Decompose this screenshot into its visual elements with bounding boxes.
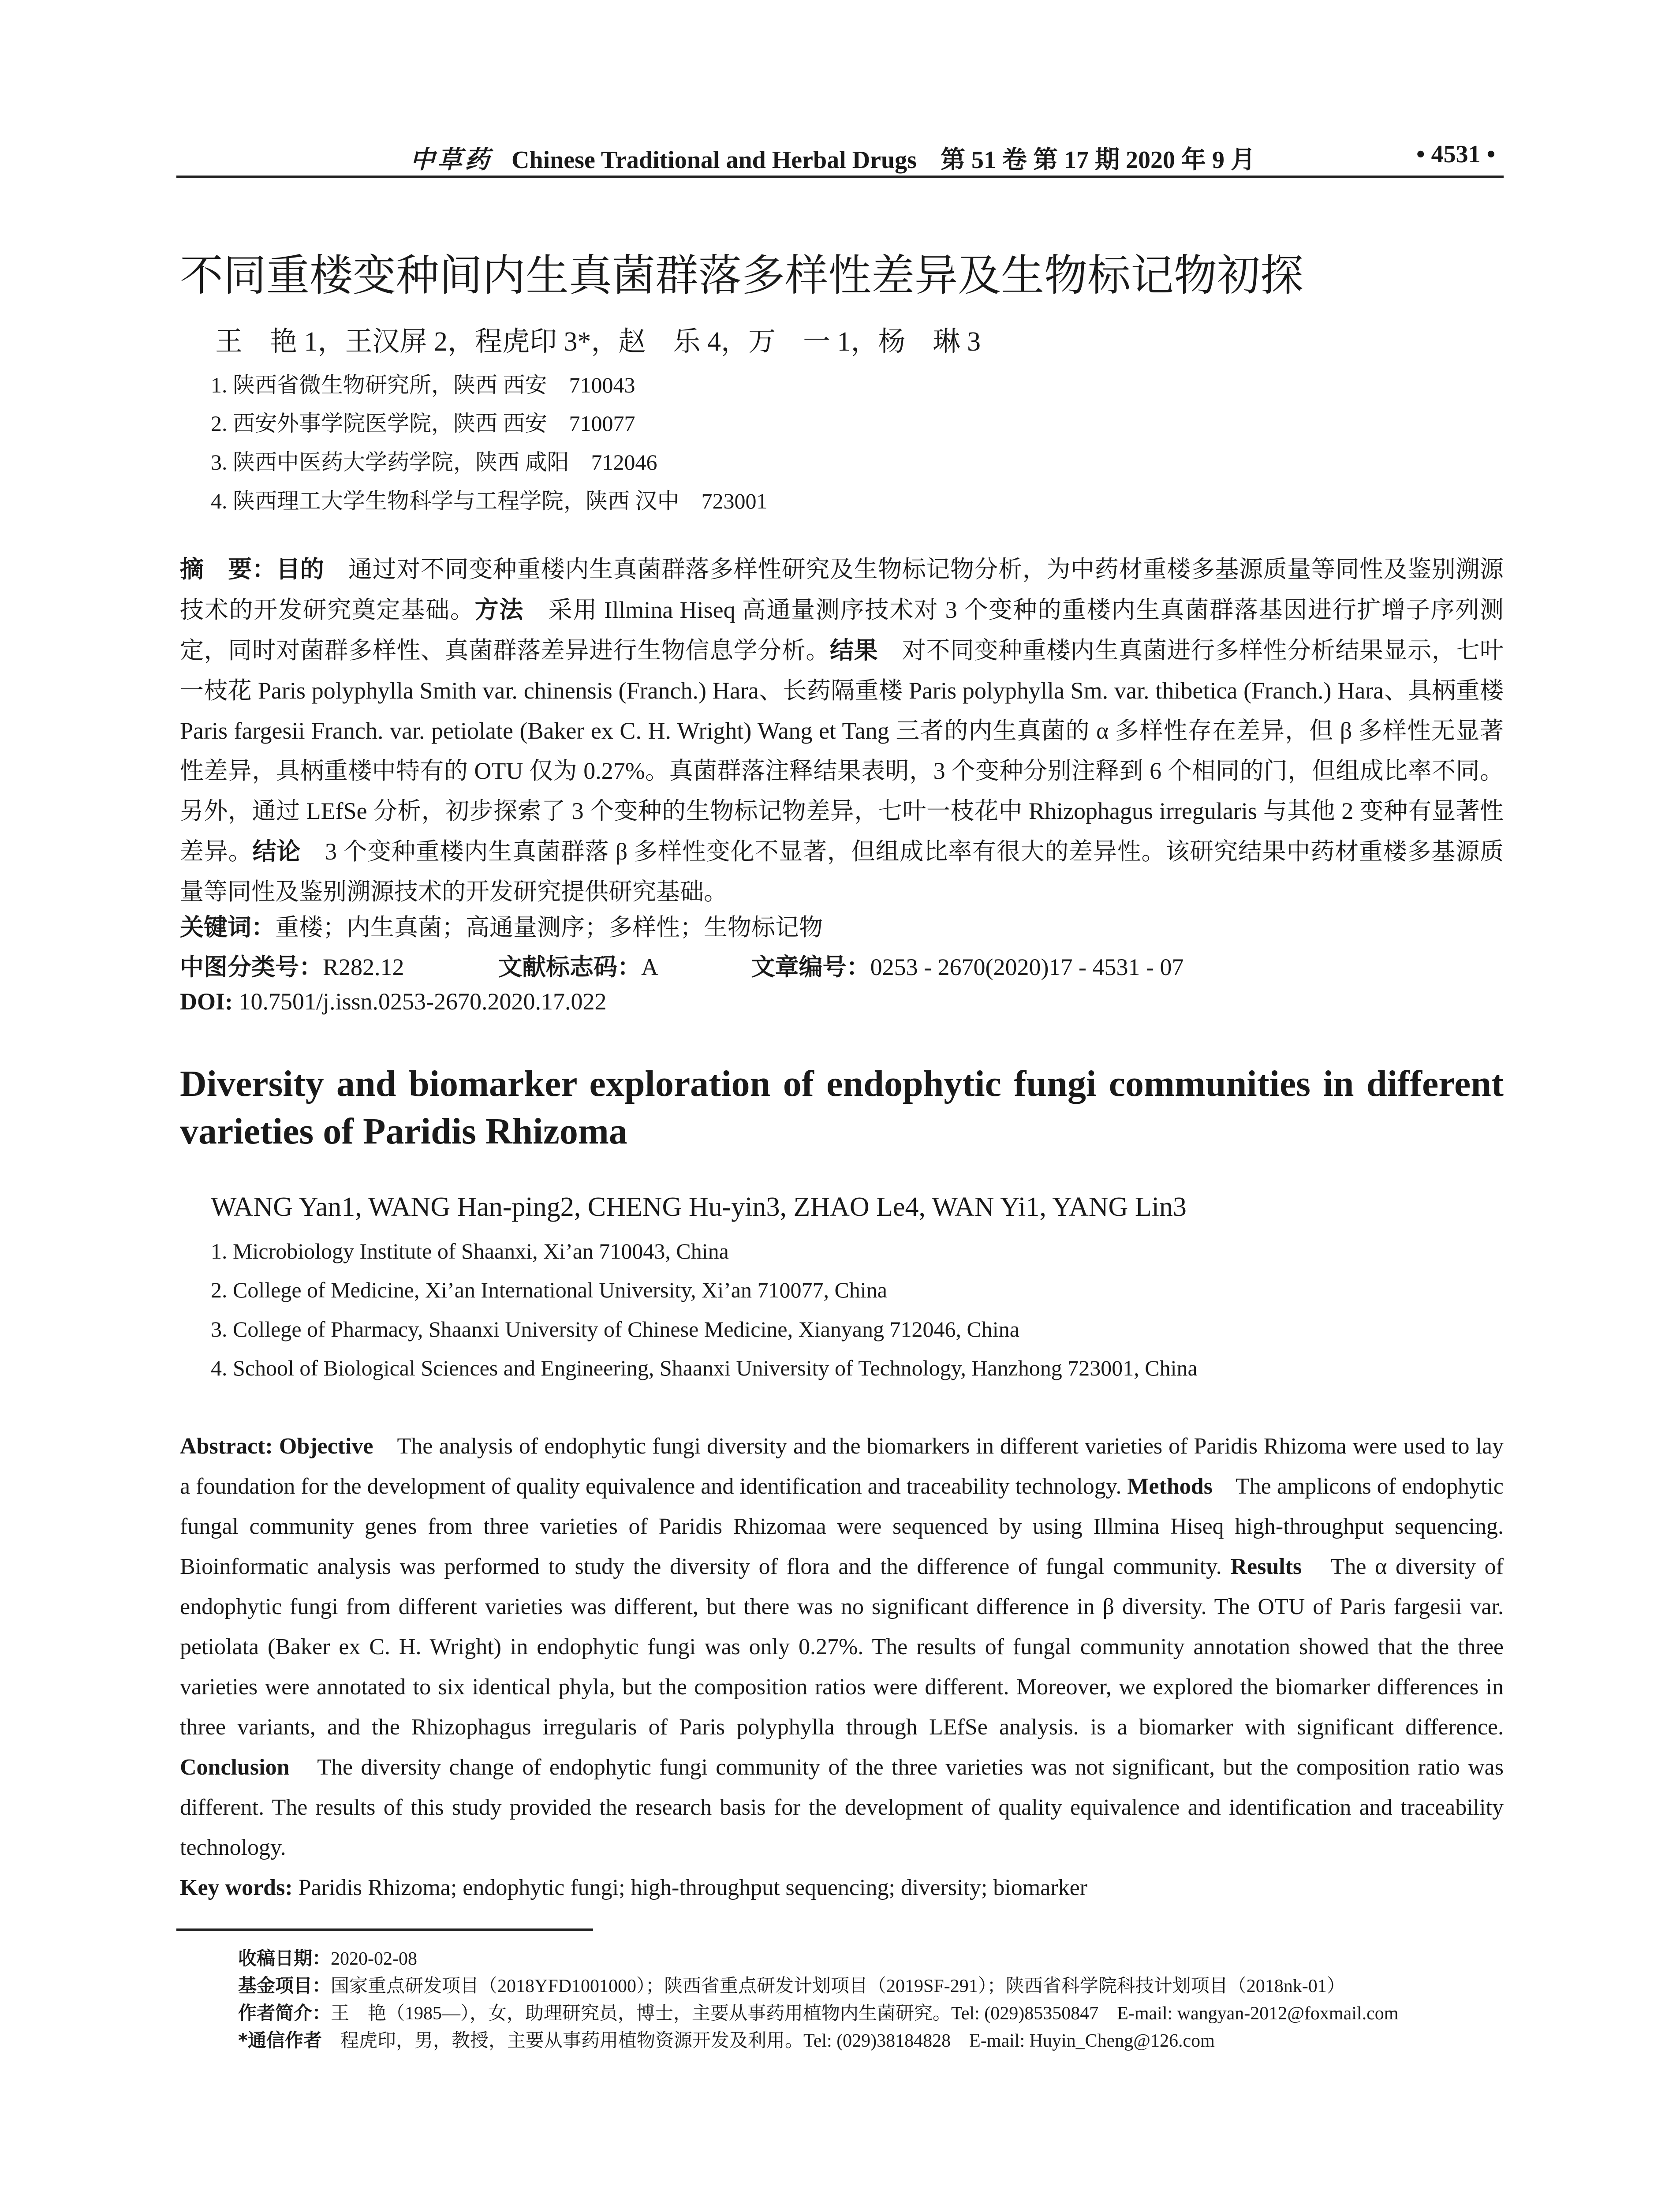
- clc-label: 中图分类号：: [180, 953, 323, 981]
- keywords-en-value: Paridis Rhizoma; endophytic fungi; high-throughput sequencing; diversity; biomarker: [298, 1875, 1087, 1900]
- fund-value: 国家重点研发项目（2018YFD1001000）；陕西省重点研发计划项目（2019SF-291）；陕西省科学院科技计划项目（2018nk-01）: [331, 1976, 1345, 1996]
- objective-en-label: Objective: [279, 1434, 373, 1459]
- abstract-en-label: Abstract:: [180, 1434, 273, 1459]
- affiliation-en-1: 1. Microbiology Institute of Shaanxi, Xi’an 710043, China: [211, 1239, 729, 1263]
- keywords-en-label: Key words:: [180, 1875, 293, 1900]
- results-en-text: The α diversity of endophytic fungi from different varieties was different, but there was no significant difference in β diversity. The OTU of Paris fargesii var. petiolata (Baker ex C. H. Wright) in endophytic fungi was only 0.27%. The results of fungal community annotation showed that the three varieties were annotated to six identical phyla, but the composition ratios were different. Moreover, we explored the biomarker differences in three variants, and the Rhizophagus irregularis of Paris polyphylla through LEfSe analysis. is a biomarker with significant difference.: [180, 1554, 1504, 1740]
- results-cn-label: 结果: [830, 636, 878, 664]
- title-en: Diversity and biomarker exploration of endophytic fungi communities in different varieties of Paridis Rhizoma: [180, 1063, 1504, 1152]
- keywords-cn-value: 重楼；内生真菌；高通量测序；多样性；生物标记物: [275, 914, 823, 941]
- conclusion-cn-text: 3 个变种重楼内生真菌群落 β 多样性变化不显著，但组成比率有很大的差异性。该研究结果中药材重楼多基源质量等同性及鉴别溯源技术的开发研究提供研究基础。: [180, 838, 1504, 905]
- title-cn: 不同重楼变种间内生真菌群落多样性差异及生物标记物初探: [180, 250, 1304, 301]
- affiliation-en-3: 3. College of Pharmacy, Shaanxi University of Chinese Medicine, Xianyang 712046, China: [211, 1317, 1019, 1342]
- conclusion-en-label: Conclusion: [180, 1755, 290, 1780]
- doc-code-label: 文献标志码：: [498, 953, 642, 981]
- footnote-author: [238, 1999, 1398, 2025]
- clc-value: R282.12: [323, 954, 404, 980]
- abstract-en: [180, 1426, 1504, 1908]
- journal-logo-cn: 中草药: [410, 146, 492, 174]
- methods-en-text: The amplicons of endophytic fungal community genes from three varieties of Paridis Rhizomaa were sequenced by using Illmina Hiseq high-throughput sequencing. Bioinformatic analysis was performed to study the diversity of flora and the difference of fungal community.: [180, 1474, 1504, 1579]
- doi-label: DOI:: [180, 988, 233, 1015]
- methods-en-label: Methods: [1127, 1474, 1213, 1499]
- author-bio-label: 作者简介：: [238, 2002, 331, 2024]
- results-en-label: Results: [1230, 1554, 1302, 1579]
- conclusion-cn-label: 结论: [252, 837, 301, 865]
- header-rule: [176, 176, 1504, 178]
- affiliation-en-2: 2. College of Medicine, Xi’an International University, Xi’an 710077, China: [211, 1278, 887, 1302]
- footnote-received: [238, 1944, 417, 1970]
- keywords-cn: [180, 908, 823, 942]
- results-cn-text: 对不同变种重楼内生真菌进行多样性分析结果显示，七叶一枝花 Paris polyphylla Smith var. chinensis (Franch.) Hara、长药隔重楼 Paris polyphylla Sm. var. thibetica (Franch.) Hara、具柄重楼 Paris fargesii Franch. var. petiolate (Baker ex C. H. Wright) Wang et Tang 三者的内生真菌的 α 多样性存在差异，但 β 多样性无显著性差异，具柄重楼中特有的 OTU 仅为 0.27%。真菌群落注释结果表明，3 个变种分别注释到 6 个相同的门，但组成比率不同。另外，通过 LEfSe 分析，初步探索了 3 个变种的生物标记物差异，七叶一枝花中 Rhizophagus irregularis 与其他 2 变种有显著性差异。: [180, 637, 1504, 865]
- objective-cn-label: 目的: [276, 555, 325, 583]
- page-number: • 4531 •: [1416, 141, 1496, 168]
- footnote-corresponding: [238, 2026, 1215, 2052]
- authors-cn: 王 艳 1，王汉屏 2，程虎印 3*，赵 乐 4，万 一 1，杨 琳 3: [215, 327, 981, 357]
- abstract-cn-label: 摘 要：: [180, 555, 276, 583]
- keywords-cn-label: 关键词：: [180, 913, 275, 941]
- methods-cn-text: 采用 Illmina Hiseq 高通量测序技术对 3 个变种的重楼内生真菌群落基因进行扩增子序列测定，同时对菌群多样性、真菌群落差异进行生物信息学分析。: [180, 597, 1504, 664]
- footnote-fund: [238, 1971, 1345, 1998]
- affiliation-cn-4: 4. 陕西理工大学生物科学与工程学院，陕西 汉中 723001: [211, 489, 768, 513]
- running-header: [410, 140, 1255, 176]
- doi-line: [180, 988, 607, 1015]
- doi-value: 10.7501/j.issn.0253-2670.2020.17.022: [239, 988, 607, 1015]
- article-no-value: 0253 - 2670(2020)17 - 4531 - 07: [870, 954, 1184, 980]
- journal-issue: 第 51 卷 第 17 期 2020 年 9 月: [940, 146, 1255, 174]
- affiliation-cn-3: 3. 陕西中医药大学药学院，陕西 咸阳 712046: [211, 450, 657, 475]
- objective-cn-text: 通过对不同变种重楼内生真菌群落多样性研究及生物标记物分析，为中药材重楼多基源质量等同性及鉴别溯源技术的开发研究奠定基础。: [180, 556, 1504, 623]
- methods-cn-label: 方法: [474, 596, 524, 624]
- corresponding-value: 程虎印，男，教授，主要从事药用植物资源开发及利用。Tel: (029)38184828 E-mail: Huyin_Cheng@126.com: [340, 2031, 1215, 2051]
- article-no-label: 文章编号：: [751, 953, 870, 981]
- affiliation-en-4: 4. School of Biological Sciences and Engineering, Shaanxi University of Technology, Hanzhong 723001, China: [211, 1356, 1198, 1380]
- conclusion-en-text: The diversity change of endophytic fungi community of the three varieties was not significant, but the composition ratio was different. The results of this study provided the research basis for the development of quality equivalence and identification and traceability technology.: [180, 1755, 1504, 1860]
- doc-code-value: A: [641, 954, 657, 980]
- received-label: 收稿日期：: [238, 1947, 331, 1969]
- author-bio-value: 王 艳（1985—），女，助理研究员，博士，主要从事药用植物内生菌研究。Tel: (029)85350847 E-mail: wangyan-2012@foxmail.com: [331, 2003, 1399, 2024]
- authors-en: WANG Yan1, WANG Han-ping2, CHENG Hu-yin3, ZHAO Le4, WAN Yi1, YANG Lin3: [211, 1192, 1187, 1222]
- affiliation-cn-1: 1. 陕西省微生物研究所，陕西 西安 710043: [211, 373, 635, 397]
- corresponding-label: *通信作者: [238, 2029, 322, 2051]
- fund-label: 基金项目：: [238, 1975, 331, 1996]
- journal-name-en: Chinese Traditional and Herbal Drugs: [511, 146, 917, 174]
- abstract-cn: [180, 549, 1504, 912]
- received-value: 2020-02-08: [331, 1949, 417, 1969]
- affiliation-cn-2: 2. 西安外事学院医学院，陕西 西安 710077: [211, 411, 635, 436]
- footnote-rule: [176, 1928, 593, 1931]
- classification-line: [180, 948, 1183, 982]
- objective-en-text: The analysis of endophytic fungi diversity and the biomarkers in different varieties of Paridis Rhizoma were used to lay a foundation for the development of quality equivalence and identification and traceability technology.: [180, 1434, 1504, 1499]
